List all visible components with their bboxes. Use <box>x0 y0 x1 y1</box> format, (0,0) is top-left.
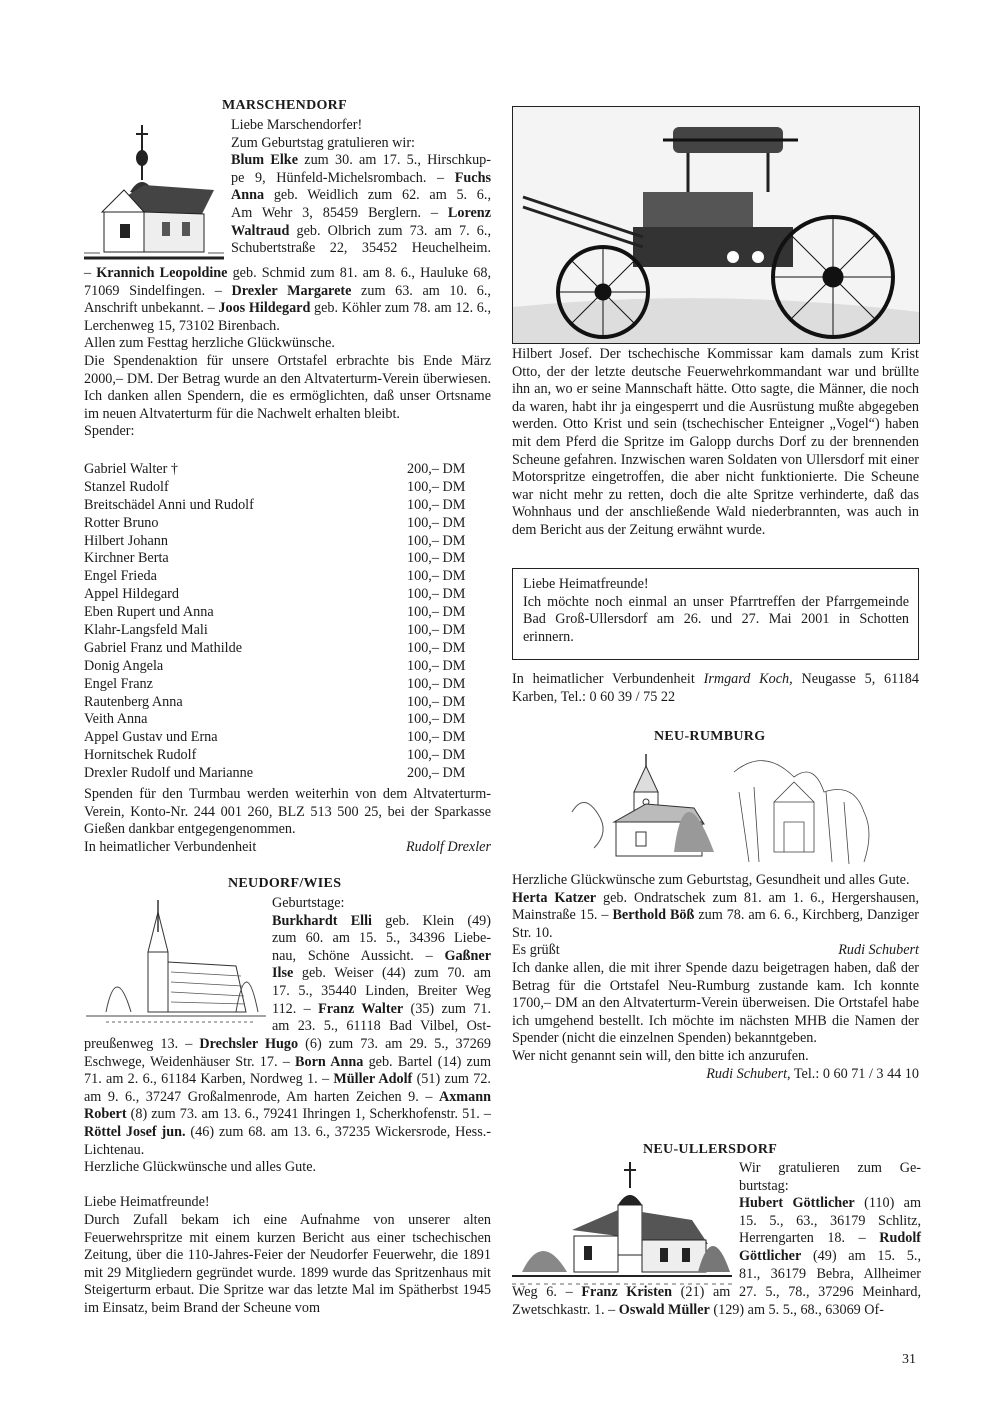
neu-ullersdorf-birthdays <box>739 1160 921 1283</box>
marschendorf-church-illustration <box>84 120 224 270</box>
birthday-line: 112. – Franz Walter (35) zum 71. <box>272 1000 491 1017</box>
donation-text: Die Spendenaktion für unsere Ortstafel erbrachte bis Ende März 2000,– DM. Der Betrag wurde an den Altvaterturm-Verein überwiesen. Ich danken allen Spendern, die es ermöglichten, daß unser Ortsname im neuen Altvaterturm für die Nachwelt erhalten bleibt. <box>84 352 491 422</box>
donor-row <box>84 765 491 783</box>
donor-amount: 100,– DM <box>407 675 466 692</box>
neudorf-church-illustration <box>86 892 266 1032</box>
donor-amount: 100,– DM <box>407 604 466 621</box>
heading-neudorf: NEUDORF/WIES <box>228 876 342 891</box>
geburtstage-label: Geburtstage: <box>272 895 345 911</box>
neu-ullersdorf-church-illustration <box>512 1160 732 1290</box>
birthday-line: burtstag: <box>739 1177 789 1194</box>
neudorf-birthdays-cont <box>84 1036 491 1318</box>
donor-row <box>84 533 491 551</box>
birthday-line: am 23. 5., 61118 Bad Vilbel, Ost- <box>272 1018 491 1035</box>
donor-name: Engel Franz <box>84 675 153 692</box>
birthday-line: Schubertstraße 22, 35452 Heuchelheim. <box>231 240 491 257</box>
birthday-line: Hubert Göttlicher (110) am <box>739 1195 921 1212</box>
neudorf-birthdays-block <box>272 895 491 1036</box>
donor-name: Gabriel Walter † <box>84 461 178 477</box>
box-text: Ich möchte noch einmal an unser Pfarrtreffen der Pfarrgemeinde Bad Groß-Ullersdorf am 26. und 27. Mai 2001 in Schotten erinnern. <box>523 593 909 645</box>
donor-name: Breitschädel Anni und Rudolf <box>84 496 254 513</box>
birthday-line: Ilse geb. Weiser (44) zum 70. am <box>272 965 491 982</box>
donor-name: Gabriel Franz und Mathilde <box>84 639 242 656</box>
donor-amount: 100,– DM <box>407 622 466 639</box>
donor-amount: 100,– DM <box>407 657 466 674</box>
donor-list <box>84 461 491 783</box>
koch-name: Irmgard Koch, <box>703 671 793 687</box>
donor-row <box>84 461 491 479</box>
donor-row <box>84 658 491 676</box>
donor-name: Appel Hildegard <box>84 586 179 603</box>
donor-row <box>84 729 491 747</box>
donor-amount: 100,– DM <box>407 729 466 746</box>
birthday-line: Wir gratulieren zum Ge- <box>739 1160 921 1176</box>
festtag-wishes: Allen zum Festtag herzliche Glückwünsche. <box>84 335 335 352</box>
schubert-name: Rudi Schubert, <box>706 1065 791 1082</box>
thanks-text: Ich danke allen, die mit ihrer Spende dazu beigetragen haben, daß der Betrag für die Ortstafel Neu-Rumburg zustande kam. Ich konnte 1700,– DM an den Altvaterturm-Verein überweisen. Die Ortstafel habe ich umgehend bestellt. Ich möchte im nächsten MHB die Namen der Spender (nicht die einzelnen Spenden) bekanntgeben. <box>512 959 919 1047</box>
donor-row <box>84 515 491 533</box>
birthday-line: 17. 5., 35440 Linden, Breiter Weg <box>272 982 491 999</box>
gruss-line <box>512 942 919 960</box>
schubert-tel: Tel.: 0 60 71 / 3 44 10 <box>790 1065 919 1082</box>
birthday-line: Waltraud geb. Olbrich zum 73. am 7. 6., <box>231 222 491 239</box>
birthday-line: Blum Elke zum 30. am 17. 5., Hirschkup- <box>231 152 491 169</box>
birthday-line: 81., 36179 Bebra, Allheimer <box>739 1265 921 1282</box>
donor-amount: 200,– DM <box>407 765 466 782</box>
donor-row <box>84 747 491 765</box>
donor-name: Kirchner Berta <box>84 550 169 567</box>
schubert-contact <box>512 1066 919 1084</box>
koch-closing: In heimatlicher Verbundenheit <box>512 671 704 687</box>
donor-name: Eben Rupert und Anna <box>84 604 214 621</box>
donor-name: Drexler Rudolf und Marianne <box>84 765 254 782</box>
donor-amount: 100,– DM <box>407 532 466 549</box>
wishes-text: Herzliche Glückwünsche und alles Gute. <box>84 1159 317 1176</box>
heading-neu-rumburg: NEU-RUMBURG <box>654 729 766 744</box>
wishes-text: Herzliche Glückwünsche zum Geburtstag, Gesundheit und alles Gute. <box>512 872 910 888</box>
donor-name: Donig Angela <box>84 657 164 674</box>
neu-rumburg-text <box>512 872 919 1083</box>
heading-marschendorf: MARSCHENDORF <box>222 98 347 113</box>
birthday-line: Anna geb. Weidlich zum 62. am 5. 6., <box>231 187 491 204</box>
donors-label: Spender: <box>84 423 135 440</box>
fire-engine-photo <box>512 106 920 344</box>
donor-row <box>84 694 491 712</box>
turmbau-text <box>84 786 491 856</box>
donor-row <box>84 622 491 640</box>
marschendorf-greeting-block <box>231 117 491 258</box>
donor-row <box>84 568 491 586</box>
donor-row <box>84 604 491 622</box>
neu-ullersdorf-cont: Weg 6. – Franz Kristen (21) am 27. 5., 78., 37296 Meinhard, Zwetschkastr. 1. – Oswald Müller (129) am 5. 5., 68., 63069 Of- <box>512 1284 921 1318</box>
donor-name: Appel Gustav und Erna <box>84 729 218 746</box>
intro-text: Zum Geburtstag gratulieren wir: <box>231 134 415 151</box>
donor-name: Klahr-Langsfeld Mali <box>84 622 208 639</box>
donor-name: Veith Anna <box>84 711 148 728</box>
birthdays-paragraph: preußenweg 13. – Drechsler Hugo (6) zum 73. am 29. 5., 37269 Eschwege, Weidenhäuser Str. 17. – Born Anna geb. Bartel (14) zum 71. am 2. 6., 61184 Karben, Nordweg 1. – Müller Adolf (51) zum 72. am 9. 6., 37247 Großalmenrode, Am harten Zeichen 9. – Axmann Robert (8) zum 73. am 13. 6., 79241 Ihringen 1, Scherkhofenstr. 51. – Röttel Josef jun. (46) zum 68. am 13. 6., 37235 Wickersrode, Hess.-Lichtenau. <box>84 1036 491 1158</box>
birthday-line: nau, Schöne Aussicht. – Gaßner <box>272 947 491 964</box>
signature-drexler: Rudolf Drexler <box>406 838 491 855</box>
fire-engine-story: Durch Zufall bekam ich eine Aufnahme von unserer alten Feuerwehrspritze mit einem kurzen Bericht aus einer tschechischen Zeitung, über die 110-Jahres-Feier der Neudorfer Feuerwehr, die 1891 mit 29 Mitgliedern gegründet wurde. 1899 wurde das Spritzenhaus mit Steigerturm erbaut. Die Spritze war das letzte Mal im Spätherbst 1945 im Einsatz, beim Brand der Scheune vom <box>84 1211 491 1316</box>
gruss-text: Es grüßt <box>512 942 560 959</box>
greeting-text: Liebe Heimatfreunde! <box>84 1194 210 1211</box>
donor-amount: 200,– DM <box>407 461 466 477</box>
donor-name: Hilbert Johann <box>84 532 168 549</box>
donor-row <box>84 586 491 604</box>
box-greeting: Liebe Heimatfreunde! <box>523 576 649 592</box>
call-text: Wer nicht genannt sein will, den bitte ich anzurufen. <box>512 1047 809 1064</box>
birthday-line: 15. 5., 63., 36179 Schlitz, <box>739 1212 921 1229</box>
closing-line <box>84 839 491 857</box>
neu-rumburg-illustration <box>564 752 884 870</box>
donor-row <box>84 676 491 694</box>
donor-amount: 100,– DM <box>407 550 466 567</box>
birthday-line: pe 9, Hünfeld-Michelsrombach. – Fuchs <box>231 169 491 186</box>
donor-name: Hornitschek Rudolf <box>84 747 197 764</box>
birthday-line: Burkhardt Elli geb. Klein (49) <box>272 912 491 929</box>
koch-address: Neugasse 5, 61184 Karben, Tel.: 0 60 39 / 75 22 <box>512 671 919 705</box>
fire-engine-story-cont: Hilbert Josef. Der tschechische Kommissar kam damals zum Krist Otto, der der letzte deutsche Feuerwehrkommandant war und brüllte ihn an, wo er seine Mannschaft hätte. Otto sagte, die Männer, die noch da waren, habt ihr ja eingesperrt und die Ausrüstung mußte abgegeben werden. Otto Krist und sein (tschechischer Enteigner „Vogel“) haben mit dem Pferd die Spritze im Galopp durchs Dorf zu der brennenden Scheune gefahren. Inzwischen waren Soldaten von Ullersdorf mit einer Motorspritze eingetroffen, die aber nicht funktionierte. Die Scheune war nicht mehr zu retten, doch die alte Spritze verhinderte, daß das Wohnhaus und der anschließende Wald niederbrannten, was auch in dem Bericht aus der Zeitung erwähnt wurde. <box>512 346 919 538</box>
donor-name: Stanzel Rudolf <box>84 478 169 495</box>
marschendorf-birthdays-cont <box>84 265 491 441</box>
birthday-line: Am Wehr 3, 85459 Berglern. – Lorenz <box>231 204 491 221</box>
greeting-text: Liebe Marschendorfer! <box>231 117 363 133</box>
birthday-line: Göttlicher (49) am 15. 5., <box>739 1247 921 1264</box>
donor-amount: 100,– DM <box>407 639 466 656</box>
birthday-line: Herrengarten 18. – Rudolf <box>739 1230 921 1247</box>
donor-row <box>84 479 491 497</box>
koch-signature-line <box>512 671 919 706</box>
birthdays-paragraph: Herta Katzer geb. Ondratschek zum 81. am 1. 6., Hergershausen, Mainstraße 15. – Berthold Böß zum 78. am 6. 6., Kirchberg, Danziger Str. 10. <box>512 889 920 941</box>
closing-text: In heimatlicher Verbundenheit <box>84 838 257 855</box>
donor-amount: 100,– DM <box>407 568 466 585</box>
heading-neu-ullersdorf: NEU-ULLERSDORF <box>643 1142 778 1157</box>
turmbau-paragraph: Spenden für den Turmbau werden weiterhin von dem Altvaterturm-Verein, Konto-Nr. 244 001 260, BLZ 513 500 25, bei der Sparkasse Gießen dankbar entgegengenommen. <box>84 786 491 838</box>
donor-amount: 100,– DM <box>407 478 466 495</box>
donor-amount: 100,– DM <box>407 711 466 728</box>
page-number: 31 <box>902 1352 916 1367</box>
donor-row <box>84 640 491 658</box>
donor-amount: 100,– DM <box>407 747 466 764</box>
donor-amount: 100,– DM <box>407 693 466 710</box>
donor-amount: 100,– DM <box>407 496 466 513</box>
donor-row <box>84 550 491 568</box>
donor-row <box>84 711 491 729</box>
birthdays-paragraph: – Krannich Leopoldine geb. Schmid zum 81. am 8. 6., Hauluke 68, 71069 Sindelfingen. – Drexler Margarete zum 63. am 10. 6., Anschrift unbekannt. – Joos Hildegard geb. Köhler zum 78. am 12. 6., Lerchenweg 15, 73102 Birenbach. <box>84 265 491 334</box>
pfarrtreffen-notice-box <box>512 568 919 660</box>
donor-amount: 100,– DM <box>407 586 466 603</box>
donor-name: Rautenberg Anna <box>84 693 183 710</box>
birthday-line: zum 60. am 15. 5., 34396 Liebe- <box>272 930 491 947</box>
donor-name: Rotter Bruno <box>84 514 159 531</box>
donor-amount: 100,– DM <box>407 514 466 531</box>
signature-schubert: Rudi Schubert <box>838 942 919 959</box>
donor-name: Engel Frieda <box>84 568 157 585</box>
donor-row <box>84 497 491 515</box>
